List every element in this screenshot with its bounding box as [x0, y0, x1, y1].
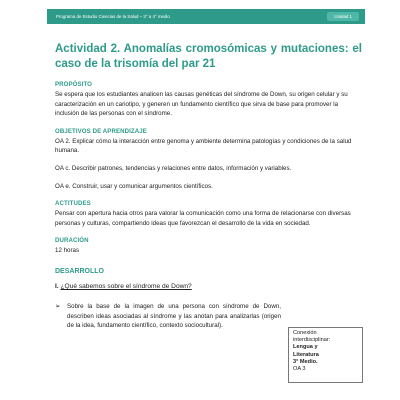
question-prefix: I.	[55, 282, 61, 290]
proposito-section	[55, 81, 362, 119]
objetivo-item: OA c. Describir patrones, tendencias y relaciones entre datos, información y variables.	[55, 164, 292, 172]
duracion-label: DURACIÓN	[55, 237, 89, 245]
conexion-line2: interdisciplinar:	[293, 337, 331, 344]
actitudes-label: ACTITUDES	[55, 200, 91, 208]
unit-badge: Unidad 1	[327, 12, 359, 21]
actitudes-section	[55, 200, 362, 228]
conexion-line1: Conexión	[293, 330, 317, 336]
objetivos-section	[55, 128, 362, 191]
conexion-oa: OA 3	[293, 366, 306, 373]
conexion-box	[288, 327, 363, 383]
duracion-section	[55, 237, 362, 256]
proposito-label: PROPÓSITO	[55, 81, 93, 88]
desarrollo-label: DESARROLLO	[55, 267, 104, 275]
objetivos-label: OBJETIVOS DE APRENDIZAJE	[55, 127, 147, 135]
proposito-text: Se espera que los estudiantes analicen las causas genéticas del síndrome de Down, su origen celular y su caracterización en un cariotipo, y generen un fundamento científico que sirva de base para promover la inclusión de las personas con el síndrome.	[55, 91, 348, 118]
conexion-subject2: Literatura	[293, 351, 319, 358]
objetivo-item: OA 2. Explicar cómo la interacción entre genoma y ambiente determina patologías y condiciones de la salud humana.	[55, 137, 352, 155]
program-name: Programa de Estudio Ciencias de la Salud – 3° a 4° medio	[56, 14, 170, 19]
duracion-text: 12 horas	[55, 247, 80, 255]
desarrollo-question	[55, 283, 362, 290]
document-body	[55, 42, 362, 331]
activity-title: Actividad 2. Anomalías cromosómicas y mutaciones: el caso de la trisomía del par 21	[55, 43, 362, 70]
arrow-bullet-icon: ➢	[55, 302, 61, 310]
bullet-text: Sobre la base de la imagen de una persona con síndrome de Down, describen ideas asociadas al síndrome y las anotan para analizarlas (origen de la idea, fundamento científico, contexto sociocultural).	[67, 302, 281, 330]
conexion-subject1: Lengua y	[293, 344, 318, 351]
header-bar	[47, 9, 365, 24]
actitudes-text: Pensar con apertura hacia otros para valorar la comunicación como una forma de relacionarse con diversas personas y culturas, compartiendo ideas que favorezcan el desarrollo de la vida en sociedad.	[55, 210, 351, 227]
question-text: ¿Qué sabemos sobre el síndrome de Down?	[60, 282, 192, 290]
objetivo-item: OA e. Construir, usar y comunicar argumentos científicos.	[55, 182, 213, 190]
conexion-level: 3° Medio.	[293, 358, 318, 365]
